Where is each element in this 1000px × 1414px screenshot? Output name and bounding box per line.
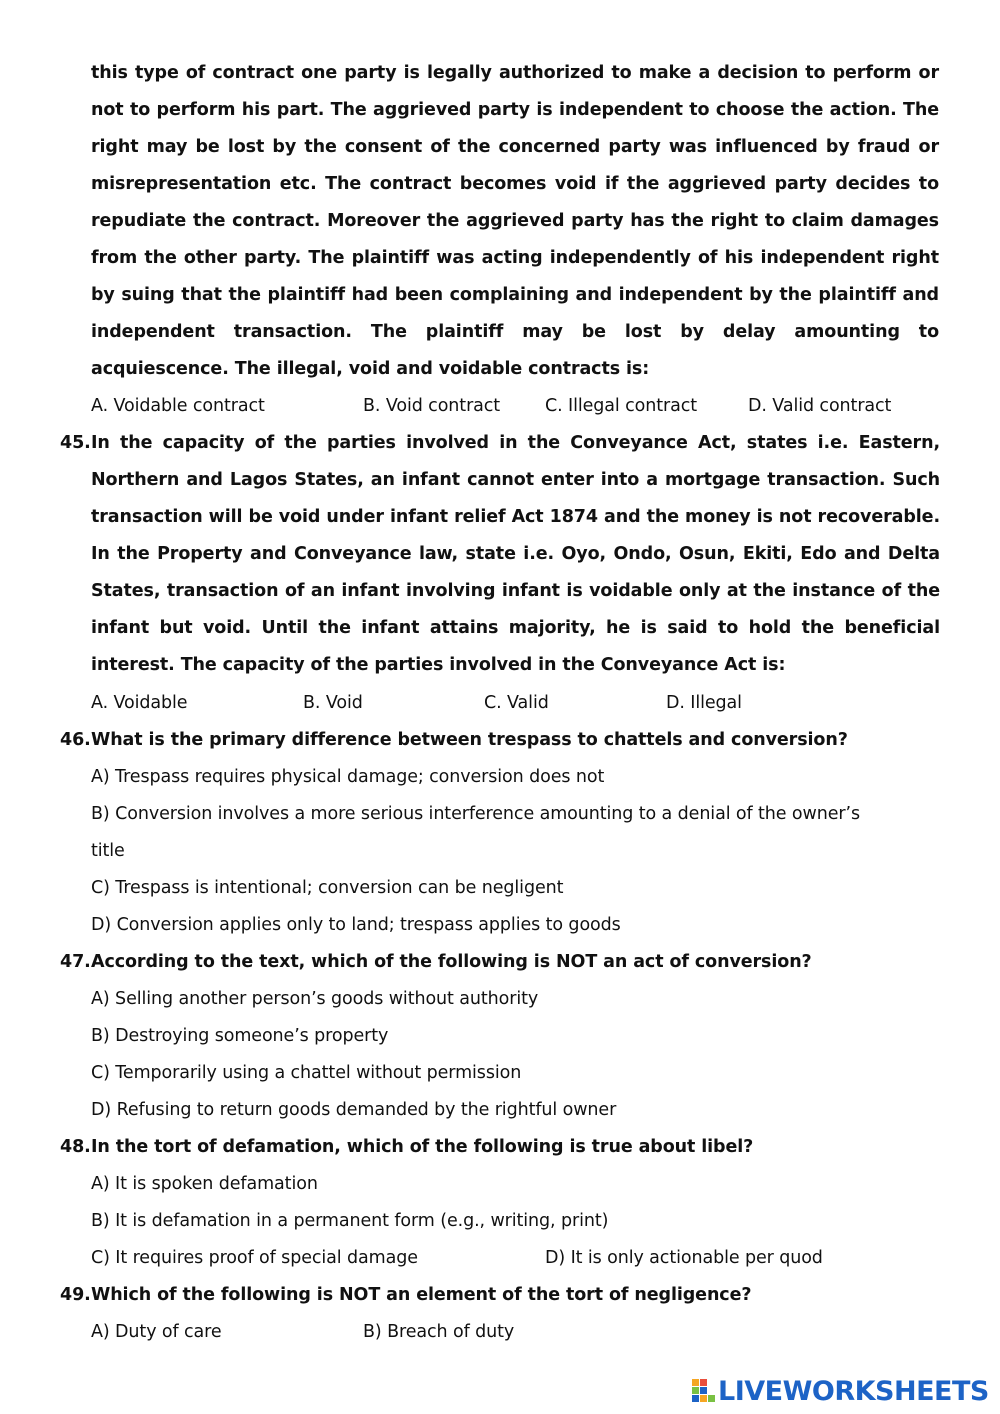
q44-continuation-text: this type of contract one party is legally authorized to make a decision to perform or not to perform his part. The aggrieved party is independent to choose the action. The right may be lost by the consent of the concerned party was influenced by fraud or misrepresentation etc. The contract becomes void if the aggrieved party decides to repudiate the contract. Moreover the aggrieved party has the right to claim damages from the other party. The plaintiff was acting independently of his independent right by suing that the plaintiff had been complaining and independent by the plaintiff and independent transaction. The plaintiff may be lost by delay amounting to acquiescence. The illegal, void and voidable contracts is: bbox=[91, 63, 939, 379]
q49-option-a[interactable]: A) Duty of care bbox=[91, 1322, 222, 1342]
question-number: 46. bbox=[60, 730, 91, 750]
question-number: 48. bbox=[60, 1137, 91, 1157]
q48-option-d[interactable]: D) It is only actionable per quod bbox=[545, 1248, 823, 1268]
q47-option-b[interactable]: B) Destroying someone’s property bbox=[91, 1026, 389, 1046]
liveworksheets-logo bbox=[692, 1374, 989, 1408]
liveworksheets-logo-icon bbox=[692, 1379, 716, 1403]
question-45 bbox=[60, 425, 940, 684]
q47-option-a[interactable]: A) Selling another person’s goods without authority bbox=[91, 989, 539, 1009]
question-text: In the tort of defamation, which of the following is true about libel? bbox=[91, 1137, 754, 1157]
q44-option-c[interactable]: C. Illegal contract bbox=[545, 396, 698, 416]
q47-option-d[interactable]: D) Refusing to return goods demanded by the rightful owner bbox=[91, 1100, 617, 1120]
q46-option-b[interactable]: B) Conversion involves a more serious interference amounting to a denial of the owner’s title bbox=[91, 804, 860, 861]
q44-option-a[interactable]: A. Voidable contract bbox=[91, 396, 265, 416]
q45-option-d[interactable]: D. Illegal bbox=[666, 693, 742, 713]
q46-option-c[interactable]: C) Trespass is intentional; conversion can be negligent bbox=[91, 878, 564, 898]
q47-option-c[interactable]: C) Temporarily using a chattel without permission bbox=[91, 1063, 522, 1083]
question-text: What is the primary difference between trespass to chattels and conversion? bbox=[91, 730, 848, 750]
question-47 bbox=[60, 944, 940, 981]
q46-option-a[interactable]: A) Trespass requires physical damage; conversion does not bbox=[91, 767, 605, 787]
q46-option-d[interactable]: D) Conversion applies only to land; trespass applies to goods bbox=[91, 915, 621, 935]
question-text: Which of the following is NOT an element of the tort of negligence? bbox=[91, 1285, 752, 1305]
q45-option-b[interactable]: B. Void bbox=[303, 693, 363, 713]
question-46 bbox=[60, 722, 940, 759]
question-49 bbox=[60, 1277, 940, 1314]
q48-option-a[interactable]: A) It is spoken defamation bbox=[91, 1174, 318, 1194]
liveworksheets-logo-text: LIVEWORKSHEETS bbox=[718, 1375, 989, 1407]
q45-option-a[interactable]: A. Voidable bbox=[91, 693, 188, 713]
question-number: 45. bbox=[60, 433, 91, 453]
question-text: In the capacity of the parties involved in the Conveyance Act, states i.e. Eastern, Northern and Lagos States, an infant cannot enter into a mortgage transaction. Such transaction will be void under infant relief Act 1874 and the money is not recoverable. In the Property and Conveyance law, state i.e. Oyo, Ondo, Osun, Ekiti, Edo and Delta States, transaction of an infant involving infant is voidable only at the instance of the infant but void. Until the infant attains majority, he is said to hold the beneficial interest. The capacity of the parties involved in the Conveyance Act is: bbox=[91, 433, 940, 675]
question-number: 47. bbox=[60, 952, 91, 972]
question-number: 49. bbox=[60, 1285, 91, 1305]
q45-option-c[interactable]: C. Valid bbox=[484, 693, 549, 713]
question-text: According to the text, which of the following is NOT an act of conversion? bbox=[91, 952, 812, 972]
question-48 bbox=[60, 1129, 940, 1166]
q49-option-b[interactable]: B) Breach of duty bbox=[363, 1322, 515, 1342]
q48-option-b[interactable]: B) It is defamation in a permanent form (e.g., writing, print) bbox=[91, 1211, 609, 1231]
q44-option-b[interactable]: B. Void contract bbox=[363, 396, 501, 416]
q44-option-d[interactable]: D. Valid contract bbox=[748, 396, 892, 416]
q48-option-c[interactable]: C) It requires proof of special damage bbox=[91, 1248, 418, 1268]
